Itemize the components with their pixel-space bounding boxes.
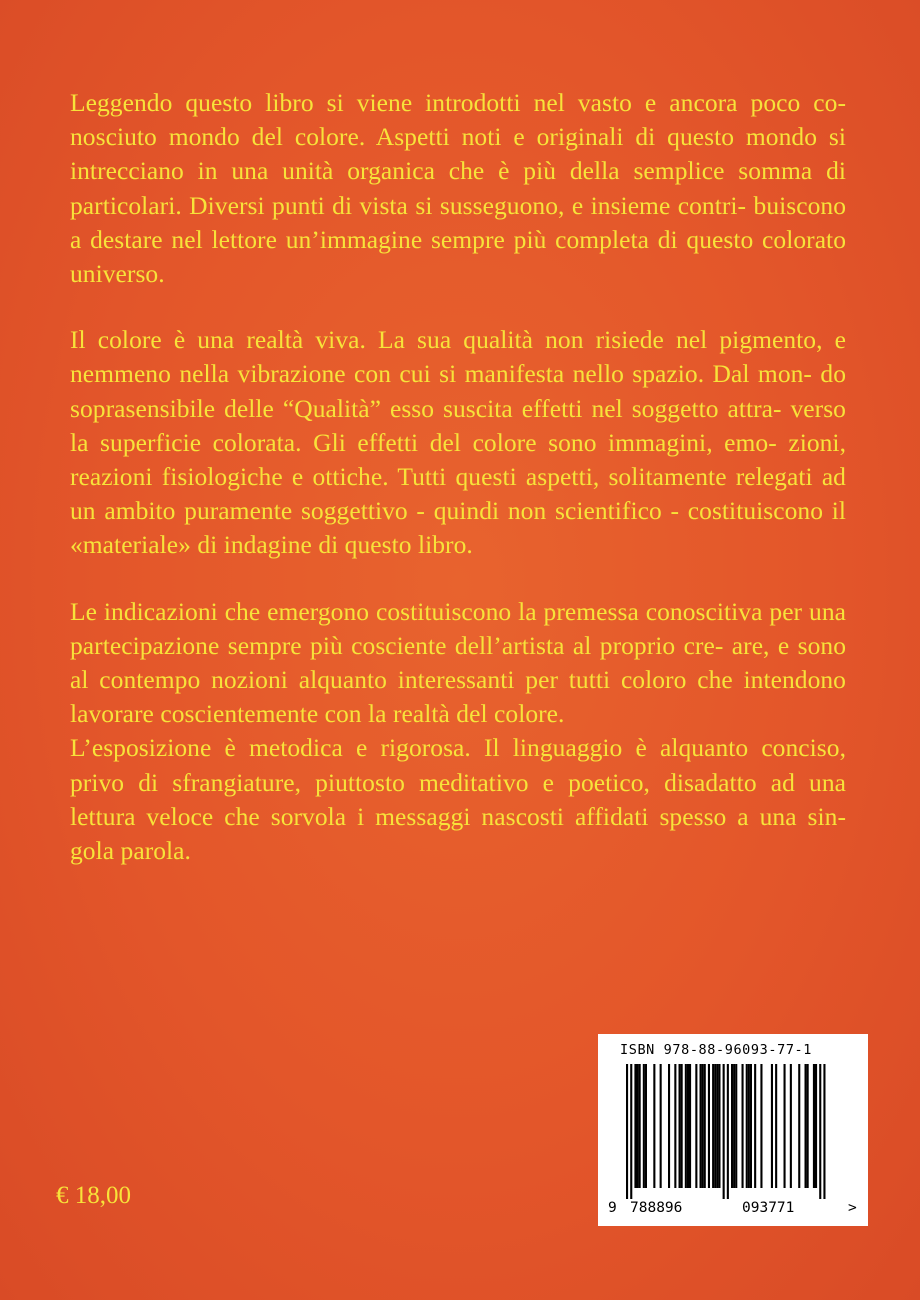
barcode-bar: [819, 1064, 821, 1199]
blurb-text: [70, 86, 846, 868]
barcode-bar: [704, 1064, 706, 1188]
text-line: are, e sono al contempo nozioni alquanto interessanti per tutti coloro: [70, 630, 846, 695]
text-line: zioni, reazioni fisiologiche e ottiche. Tutti questi aspetti, solitamente: [70, 427, 846, 492]
barcode-bar: [754, 1064, 756, 1188]
barcode-bar: [723, 1064, 725, 1199]
barcode-bar: [775, 1064, 777, 1188]
barcode-bar: [716, 1064, 718, 1188]
barcode-bar: [679, 1064, 681, 1188]
text-line: nemmeno nella vibrazione con cui si manifesta nello spazio. Dal mon-: [70, 359, 812, 389]
barcode-bar: [712, 1064, 714, 1188]
barcode-bar: [637, 1064, 639, 1188]
barcode-bar: [813, 1064, 815, 1188]
text-line: do soprasensibile delle “Qualità” esso suscita effetti nel soggetto attra-: [70, 359, 846, 423]
text-line: privo di sfrangiature, piuttosto meditativo e poetico, disadatto ad una: [70, 767, 846, 797]
barcode-bar: [746, 1064, 748, 1188]
text-line: questo colorato universo.: [70, 224, 846, 289]
paragraph-3: [70, 595, 846, 732]
paragraph-2: [70, 323, 846, 562]
text-line: buiscono a destare nel lettore un’immagine sempre più completa di: [70, 190, 846, 254]
text-line: relegati ad un ambito puramente soggettivo - quindi non scientifico: [70, 462, 846, 526]
price-label: € 18,00: [56, 1182, 131, 1209]
barcode-bar: [639, 1064, 641, 1188]
barcode-bar: [750, 1064, 752, 1188]
text-line: Leggendo questo libro si viene introdotti nel vasto e ancora poco co-: [70, 88, 846, 117]
barcode-bar: [681, 1064, 683, 1188]
text-line: per una partecipazione sempre più cosciente dell’artista al proprio cre-: [70, 596, 846, 660]
text-line: si intrecciano in una unità organica che è più della semplice somma: [70, 122, 846, 186]
barcode-bar: [742, 1064, 744, 1188]
barcode-bar: [630, 1064, 632, 1199]
text-line: nosciuto mondo del colore. Aspetti noti e originali di questo mondo: [70, 122, 817, 152]
barcode-bar: [798, 1064, 800, 1188]
barcode-left-group: 788896: [630, 1200, 683, 1216]
text-line: lettura veloce che sorvola i messaggi nascosti affidati spesso a una sin-: [70, 801, 846, 831]
barcode-bar: [727, 1064, 729, 1199]
barcode-bar: [674, 1064, 676, 1188]
barcode-bar: [626, 1064, 628, 1199]
barcode-bar: [790, 1064, 792, 1188]
barcode-bar: [733, 1064, 735, 1188]
barcode-bar: [668, 1064, 670, 1188]
barcode-bar: [689, 1064, 691, 1188]
barcode-quiet-mark: >: [848, 1200, 857, 1216]
barcode-bar: [815, 1064, 817, 1188]
barcode-bar: [685, 1064, 687, 1188]
barcode-bar: [660, 1064, 662, 1188]
text-line: di particolari. Diversi punti di vista si susseguono, e insieme contri-: [70, 156, 846, 220]
barcode-bar: [805, 1064, 807, 1188]
barcode-bar: [687, 1064, 689, 1188]
barcode-bar: [718, 1064, 720, 1188]
barcode-bar: [714, 1064, 716, 1188]
barcode-bar: [643, 1064, 645, 1188]
barcode-bar: [731, 1064, 733, 1188]
isbn-barcode: [598, 1034, 868, 1226]
barcode-bar: [748, 1064, 750, 1188]
text-line: verso la superficie colorata. Gli effetti del colore sono immagini, emo-: [70, 393, 846, 457]
text-line: Il colore è una realtà viva. La sua qualità non risiede nel pigmento, e: [70, 325, 846, 355]
barcode-bar: [695, 1064, 697, 1188]
barcode-bar: [807, 1064, 809, 1188]
text-line: Le indicazioni che emergono costituiscono la premessa conoscitiva: [70, 596, 763, 626]
barcode-bar: [634, 1064, 636, 1188]
text-line: L’esposizione è metodica e rigorosa. Il linguaggio è alquanto conciso,: [70, 733, 846, 763]
barcode-bar: [823, 1064, 825, 1199]
barcode-bar: [702, 1064, 704, 1188]
barcode-bar: [760, 1064, 762, 1188]
barcode-right-group: 093771: [742, 1200, 795, 1216]
text-line: che intendono lavorare coscientemente con la realtà del colore.: [70, 665, 846, 729]
paragraph-4: [70, 731, 846, 868]
text-line: gola parola.: [70, 836, 191, 866]
barcode-first-digit: 9: [608, 1200, 617, 1216]
barcode-bar: [700, 1064, 702, 1188]
text-line: - costituiscono il «materiale» di indagine di questo libro.: [70, 496, 846, 560]
barcode-bars-icon: [608, 1064, 858, 1199]
barcode-bar: [708, 1064, 710, 1188]
barcode-bar: [784, 1064, 786, 1188]
paragraph-1: [70, 86, 846, 291]
barcode-bar: [735, 1064, 737, 1188]
barcode-bar: [653, 1064, 655, 1188]
barcode-bar: [645, 1064, 647, 1188]
barcode-bar: [771, 1064, 773, 1188]
isbn-label: ISBN 978-88-96093-77-1: [620, 1042, 813, 1058]
